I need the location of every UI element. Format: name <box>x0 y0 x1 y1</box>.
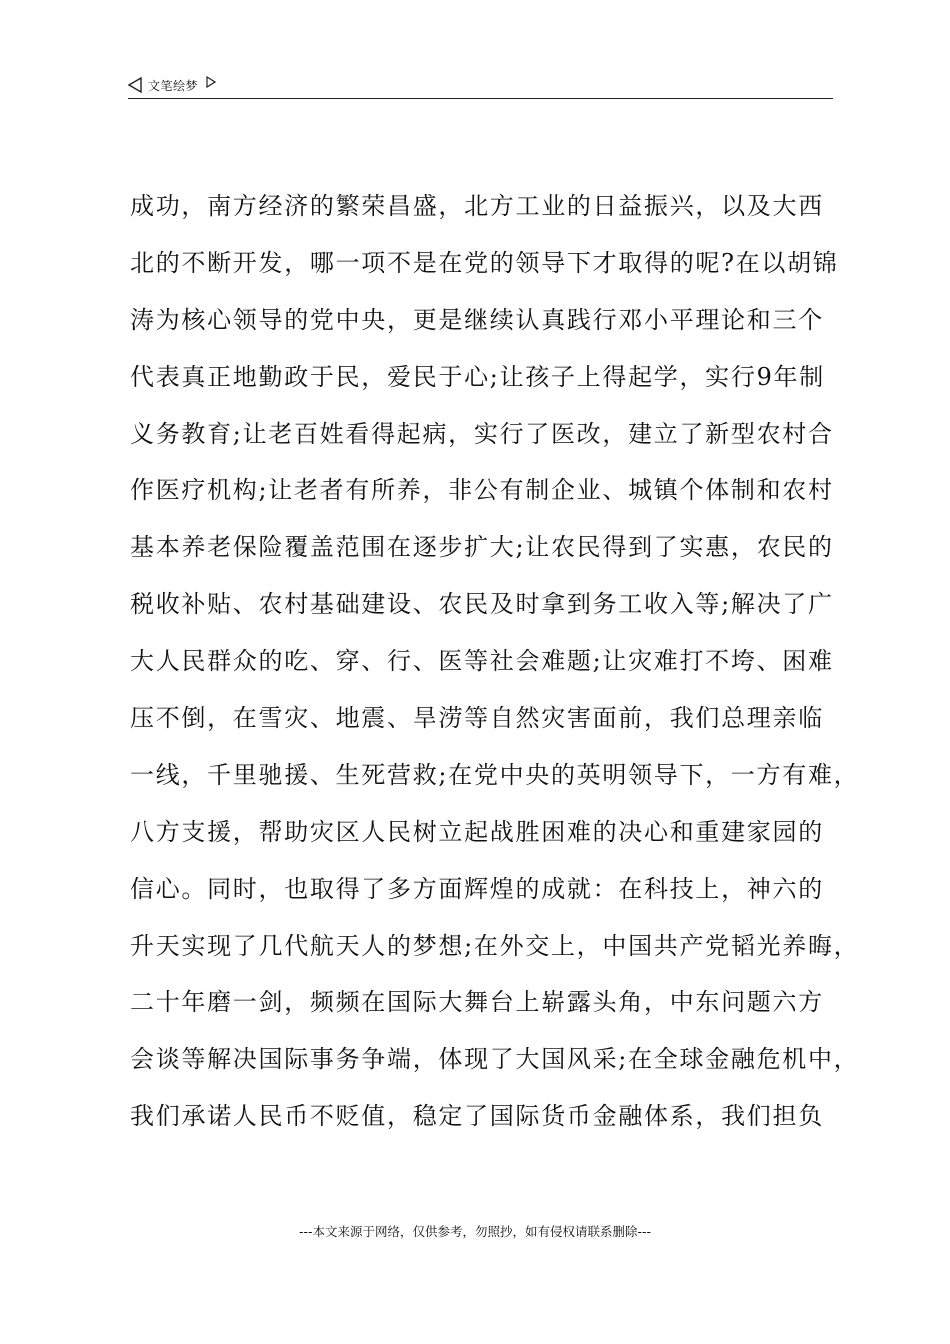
text-line: 八方支援，帮助灾区人民树立起战胜困难的决心和重建家园的 <box>130 817 824 846</box>
text-line: 我们承诺人民币不贬值，稳定了国际货币金融体系，我们担负 <box>130 1102 824 1131</box>
text-line: 一线，千里驰援、生死营救;在党中央的英明领导下，一方有难， <box>130 760 860 789</box>
text-line: 大人民群众的吃、穿、行、医等社会难题;让灾难打不垮、困难 <box>130 647 834 676</box>
text-line: 基本养老保险覆盖范围在逐步扩大;让农民得到了实惠，农民的 <box>130 533 834 562</box>
text-line: 涛为核心领导的党中央，更是继续认真践行邓小平理论和三个 <box>130 305 824 334</box>
text-line: 北的不断开发，哪一项不是在党的领导下才取得的呢?在以胡锦 <box>130 248 839 277</box>
text-line: 信心。同时，也取得了多方面辉煌的成就：在科技上，神六的 <box>130 874 824 903</box>
text-line: 代表真正地勤政于民，爱民于心;让孩子上得起学，实行9年制 <box>130 362 825 391</box>
document-body <box>130 186 860 1153</box>
text-line: 升天实现了几代航天人的梦想;在外交上，中国共产党韬光养晦， <box>130 931 860 960</box>
footer-disclaimer: ---本文来源于网络，仅供参考，勿照抄，如有侵权请联系删除--- <box>298 1224 652 1239</box>
text-line: 成功，南方经济的繁荣昌盛，北方工业的日益振兴，以及大西 <box>130 192 824 220</box>
triangle-left-icon <box>128 77 142 93</box>
text-line: 压不倒，在雪灾、地震、旱涝等自然灾害面前，我们总理亲临 <box>130 704 824 733</box>
header-brand <box>128 76 216 94</box>
text-line: 二十年磨一剑，频频在国际大舞台上崭露头角，中东问题六方 <box>130 988 824 1017</box>
header-title: 文笔绘梦 <box>148 78 199 93</box>
page-header <box>128 72 833 99</box>
triangle-right-icon <box>206 76 216 88</box>
text-line: 税收补贴、农村基础建设、农民及时拿到务工收入等;解决了广 <box>130 590 834 619</box>
text-line: 会谈等解决国际事务争端，体现了大国风采;在全球金融危机中， <box>130 1045 860 1074</box>
text-line: 作医疗机构;让老者有所养，非公有制企业、城镇个体制和农村 <box>130 476 834 505</box>
text-line: 义务教育;让老百姓看得起病，实行了医改，建立了新型农村合 <box>130 419 834 448</box>
